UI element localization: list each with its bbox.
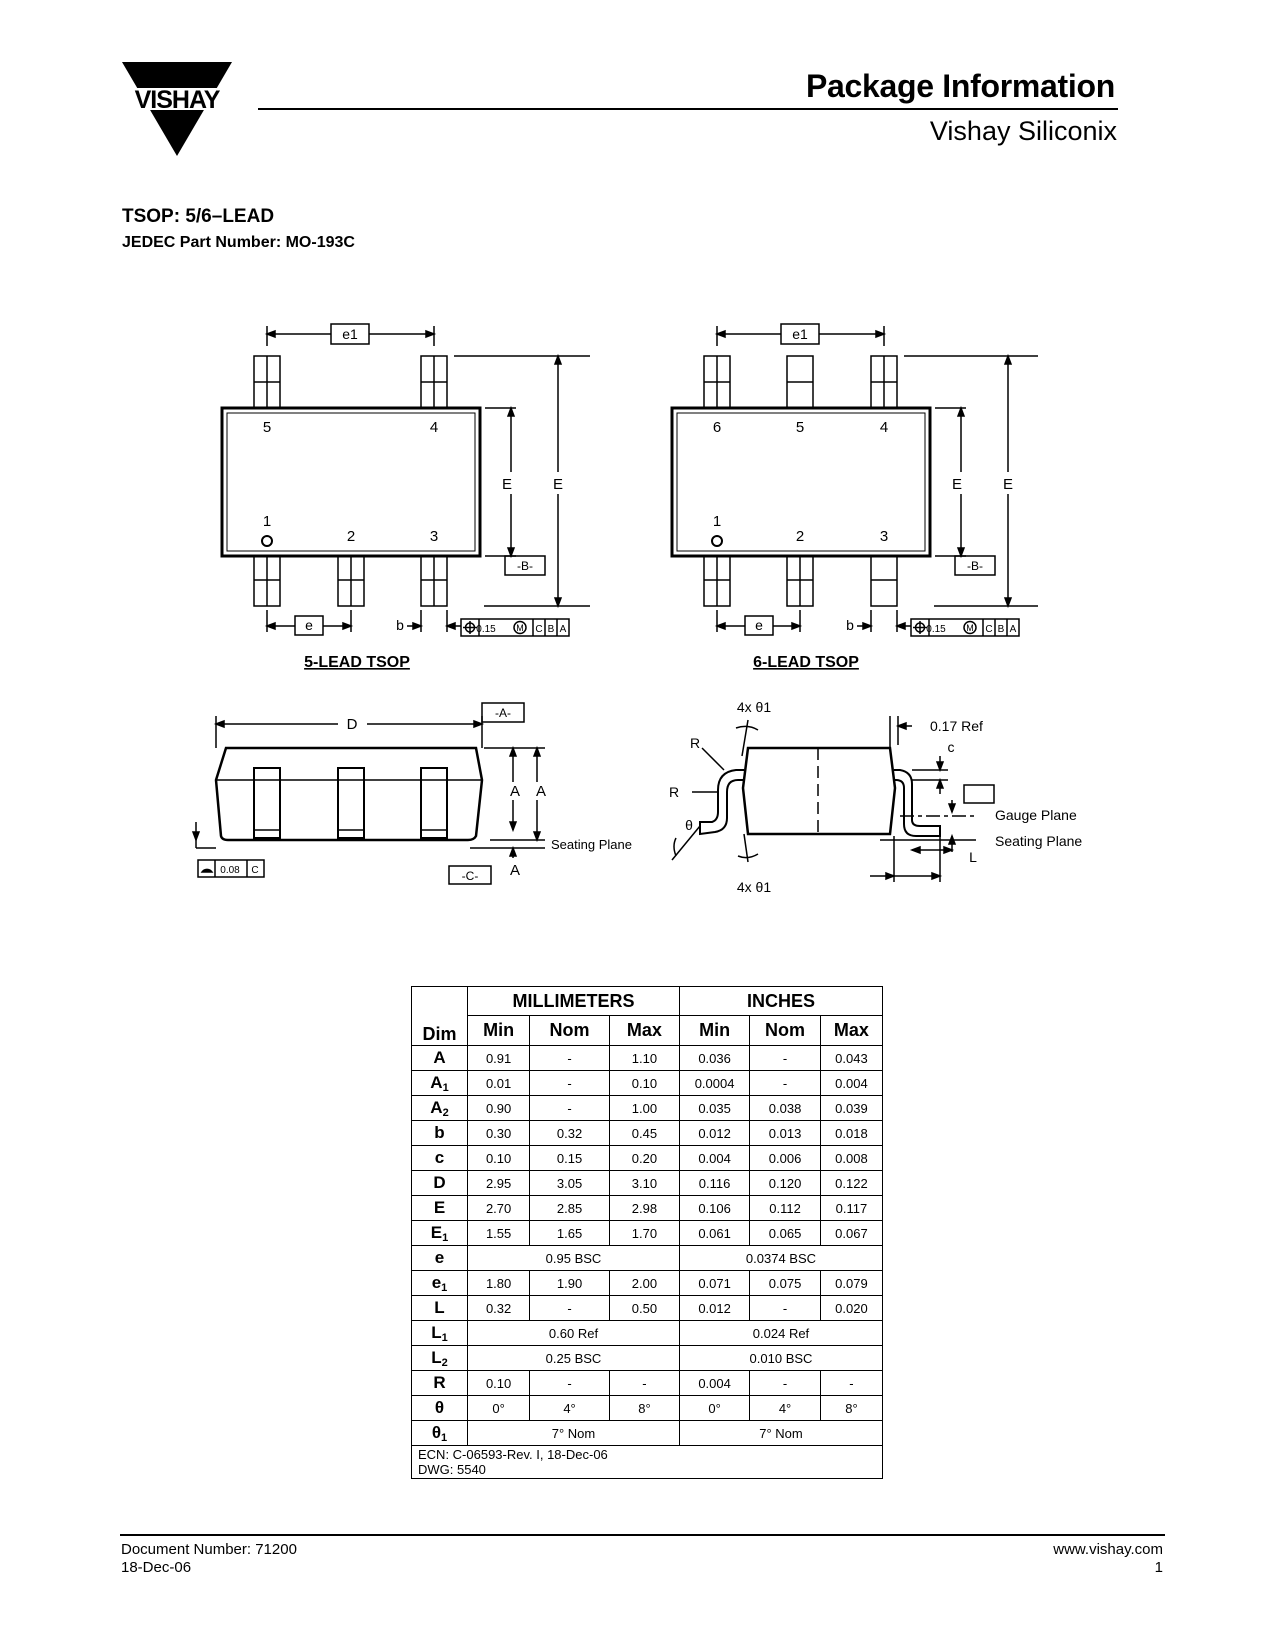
dim-symbol: $\theta_1$ <box>412 1421 468 1446</box>
inch-value: 0.065 <box>750 1221 821 1246</box>
inch-value: 0.120 <box>750 1171 821 1196</box>
drawing-label: 0.17 Ref <box>930 718 983 734</box>
mm-value: 0.25 BSC <box>468 1346 680 1371</box>
drawing-label: 0.08 <box>220 865 240 876</box>
drawing-label: 3 <box>429 528 439 545</box>
dim-symbol: A <box>412 1046 468 1071</box>
inch-value: 0.012 <box>679 1296 749 1321</box>
mm-value: - <box>530 1371 610 1396</box>
dim-symbol: θ <box>412 1396 468 1421</box>
mm-value: 0.15 <box>530 1146 610 1171</box>
drawing-label: A <box>1009 624 1017 635</box>
table-row <box>412 1321 883 1346</box>
col-dim: Dim <box>412 987 468 1046</box>
drawing-label: 5 <box>795 419 805 436</box>
drawing-label: Gauge Plane <box>995 807 1077 823</box>
mm-value: 1.70 <box>609 1221 679 1246</box>
inch-value: 0.116 <box>679 1171 749 1196</box>
inch-value: 0.061 <box>679 1221 749 1246</box>
drawing-label: 4x θ1 <box>736 879 772 895</box>
inch-value: 0.043 <box>820 1046 882 1071</box>
svg-text:VISHAY: VISHAY <box>134 86 220 114</box>
table-row <box>412 1371 883 1396</box>
inch-value: - <box>750 1371 821 1396</box>
drawing-label: E <box>951 476 963 493</box>
ecn-text: ECN: C-06593-Rev. I, 18-Dec-06 <box>418 1447 608 1462</box>
inch-value: 0.0374 BSC <box>679 1246 882 1271</box>
mm-value: 1.90 <box>530 1271 610 1296</box>
drawing-label: Seating Plane <box>551 837 632 852</box>
drawing-label: Seating Plane <box>995 833 1083 849</box>
mm-value: - <box>609 1371 679 1396</box>
drawing-label: C <box>985 624 993 635</box>
inch-value: 4° <box>750 1396 821 1421</box>
drawing-label: A <box>509 783 521 800</box>
footer-rule <box>120 1534 1165 1536</box>
dim-symbol: E <box>412 1196 468 1221</box>
col-in-nom: Nom <box>750 1016 821 1046</box>
mm-value: 2.95 <box>468 1171 530 1196</box>
mm-value: 3.05 <box>530 1171 610 1196</box>
drawing-label: A <box>559 624 567 635</box>
mm-value: 8° <box>609 1396 679 1421</box>
table-row <box>412 1396 883 1421</box>
col-mm-nom: Nom <box>530 1016 610 1046</box>
lead-detail-view <box>672 716 994 882</box>
mm-value: 0.91 <box>468 1046 530 1071</box>
drawing-label: b <box>396 617 404 633</box>
mm-value: 2.70 <box>468 1196 530 1221</box>
mm-value: 0.10 <box>468 1371 530 1396</box>
dim-symbol: $e_1$ <box>412 1271 468 1296</box>
drawing-label: -B- <box>967 559 983 573</box>
six-lead-top-view <box>672 324 1038 636</box>
drawing-label: 1 <box>712 513 722 530</box>
inch-value: - <box>750 1071 821 1096</box>
mm-value: - <box>530 1096 610 1121</box>
drawing-label: R <box>668 784 680 800</box>
dim-symbol: $L_2$ <box>412 1346 468 1371</box>
col-in-max: Max <box>820 1016 882 1046</box>
mm-value: 0.10 <box>609 1071 679 1096</box>
drawing-label: L <box>969 849 977 865</box>
inch-value: 0.035 <box>679 1096 749 1121</box>
jedec-part-number: JEDEC Part Number: MO-193C <box>122 234 355 251</box>
inch-value: 0.020 <box>820 1296 882 1321</box>
page-title: Package Information <box>805 68 1115 104</box>
drawing-label: b <box>846 617 854 633</box>
revision-note <box>412 1446 883 1479</box>
side-view <box>193 703 545 884</box>
drawing-label: e1 <box>792 326 808 342</box>
drawing-label: 0.15 <box>476 624 496 635</box>
inch-value: 0° <box>679 1396 749 1421</box>
mm-value: 0.32 <box>530 1121 610 1146</box>
inch-value: 0.036 <box>679 1046 749 1071</box>
inch-value: 0.067 <box>820 1221 882 1246</box>
dim-symbol: e <box>412 1246 468 1271</box>
mm-value: 0.20 <box>609 1146 679 1171</box>
mm-value: 0.10 <box>468 1146 530 1171</box>
table-row <box>412 1246 883 1271</box>
mm-value: 2.85 <box>530 1196 610 1221</box>
drawing-label: -C- <box>461 869 479 883</box>
inch-value: 0.106 <box>679 1196 749 1221</box>
table-row <box>412 1096 883 1121</box>
mm-value: 0.30 <box>468 1121 530 1146</box>
inch-value: 0.018 <box>820 1121 882 1146</box>
drawing-label: C <box>251 865 259 876</box>
inch-value: - <box>820 1371 882 1396</box>
inch-value: - <box>750 1046 821 1071</box>
drawing-label: 5-LEAD TSOP <box>304 654 410 671</box>
dim-symbol: L <box>412 1296 468 1321</box>
mm-value: 0.90 <box>468 1096 530 1121</box>
mm-value: - <box>530 1046 610 1071</box>
mm-value: 4° <box>530 1396 610 1421</box>
inch-value: - <box>750 1296 821 1321</box>
mm-value: 7° Nom <box>468 1421 680 1446</box>
drawing-label: B <box>547 624 555 635</box>
inch-value: 7° Nom <box>679 1421 882 1446</box>
inch-value: 0.008 <box>820 1146 882 1171</box>
drawing-label: -A- <box>495 706 511 720</box>
drawing-label: -B- <box>517 559 533 573</box>
table-row <box>412 1421 883 1446</box>
document-number: Document Number: 71200 <box>121 1541 297 1558</box>
inch-value: 0.006 <box>750 1146 821 1171</box>
inch-value: 0.024 Ref <box>679 1321 882 1346</box>
inch-value: 0.075 <box>750 1271 821 1296</box>
mm-value: 0.01 <box>468 1071 530 1096</box>
mm-value: 0.95 BSC <box>468 1246 680 1271</box>
inch-value: 0.079 <box>820 1271 882 1296</box>
mm-value: 1.00 <box>609 1096 679 1121</box>
document-date: 18-Dec-06 <box>121 1559 192 1576</box>
drawing-label: θ <box>685 817 693 833</box>
mm-value: 2.98 <box>609 1196 679 1221</box>
inch-value: 0.013 <box>750 1121 821 1146</box>
drawing-label: M <box>516 623 524 633</box>
inch-value: 0.010 BSC <box>679 1346 882 1371</box>
drawing-label: 5 <box>262 419 272 436</box>
dim-symbol: D <box>412 1171 468 1196</box>
drawing-label: 4 <box>879 419 889 436</box>
dim-symbol: $A_1$ <box>412 1071 468 1096</box>
table-row <box>412 1146 883 1171</box>
drawing-label: A <box>535 783 547 800</box>
table-row <box>412 1046 883 1071</box>
mm-value: 0° <box>468 1396 530 1421</box>
five-lead-top-view <box>222 324 590 636</box>
inch-value: 0.0004 <box>679 1071 749 1096</box>
drawing-label: 2 <box>346 528 356 545</box>
mm-value: 2.00 <box>609 1271 679 1296</box>
drawing-label: E <box>1002 476 1014 493</box>
dim-symbol: $A_2$ <box>412 1096 468 1121</box>
table-row <box>412 1171 883 1196</box>
drawing-label: M <box>966 623 974 633</box>
table-row <box>412 1196 883 1221</box>
table-row <box>412 1346 883 1371</box>
table-row <box>412 1221 883 1246</box>
package-title: TSOP: 5/6–LEAD <box>122 206 275 227</box>
drawing-label: E <box>552 476 564 493</box>
mm-value: - <box>530 1071 610 1096</box>
dim-symbol: $L_1$ <box>412 1321 468 1346</box>
table-row <box>412 1071 883 1096</box>
table-row <box>412 1296 883 1321</box>
mm-value: 1.10 <box>609 1046 679 1071</box>
inch-value: 0.117 <box>820 1196 882 1221</box>
drawing-label: c <box>947 739 955 755</box>
drawing-label: C <box>535 624 543 635</box>
inch-value: 8° <box>820 1396 882 1421</box>
drawing-label: 3 <box>879 528 889 545</box>
drawing-label: A <box>509 862 521 879</box>
group-millimeters: MILLIMETERS <box>468 987 680 1016</box>
inch-value: 0.112 <box>750 1196 821 1221</box>
drawing-label: 0.15 <box>926 624 946 635</box>
inch-value: 0.071 <box>679 1271 749 1296</box>
inch-value: 0.039 <box>820 1096 882 1121</box>
page-number: 1 <box>1154 1559 1163 1576</box>
mm-value: 0.45 <box>609 1121 679 1146</box>
inch-value: 0.004 <box>679 1371 749 1396</box>
page-subtitle: Vishay Siliconix <box>929 116 1117 146</box>
mm-value: 0.50 <box>609 1296 679 1321</box>
inch-value: 0.038 <box>750 1096 821 1121</box>
dwg-text: DWG: 5540 <box>418 1462 486 1477</box>
drawing-label: e1 <box>342 326 358 342</box>
mm-value: 0.60 Ref <box>468 1321 680 1346</box>
dim-symbol: b <box>412 1121 468 1146</box>
inch-value: 0.004 <box>820 1071 882 1096</box>
dim-symbol: R <box>412 1371 468 1396</box>
drawing-label: e <box>755 617 763 633</box>
table-row <box>412 1271 883 1296</box>
mm-value: - <box>530 1296 610 1321</box>
drawing-label: R <box>689 735 701 751</box>
inch-value: 0.012 <box>679 1121 749 1146</box>
mm-value: 0.32 <box>468 1296 530 1321</box>
col-mm-min: Min <box>468 1016 530 1046</box>
drawing-label: 4 <box>429 419 439 436</box>
mm-value: 1.65 <box>530 1221 610 1246</box>
drawing-label: 1 <box>262 513 272 530</box>
drawing-label: E <box>501 476 513 493</box>
drawing-label: 2 <box>795 528 805 545</box>
website-link[interactable]: www.vishay.com <box>1053 1541 1163 1558</box>
inch-value: 0.122 <box>820 1171 882 1196</box>
dim-symbol: $E_1$ <box>412 1221 468 1246</box>
drawing-label: B <box>997 624 1005 635</box>
drawing-label: D <box>346 716 358 733</box>
mm-value: 1.55 <box>468 1221 530 1246</box>
col-in-min: Min <box>679 1016 749 1046</box>
inch-value: 0.004 <box>679 1146 749 1171</box>
drawing-label: 4x θ1 <box>736 699 772 715</box>
col-mm-max: Max <box>609 1016 679 1046</box>
mm-value: 3.10 <box>609 1171 679 1196</box>
drawing-label: 6-LEAD TSOP <box>753 654 859 671</box>
dimension-table <box>411 986 883 1479</box>
mm-value: 1.80 <box>468 1271 530 1296</box>
drawing-label: 6 <box>712 419 722 436</box>
dim-symbol: c <box>412 1146 468 1171</box>
group-inches: INCHES <box>679 987 882 1016</box>
table-row <box>412 1121 883 1146</box>
drawing-label: e <box>305 617 313 633</box>
